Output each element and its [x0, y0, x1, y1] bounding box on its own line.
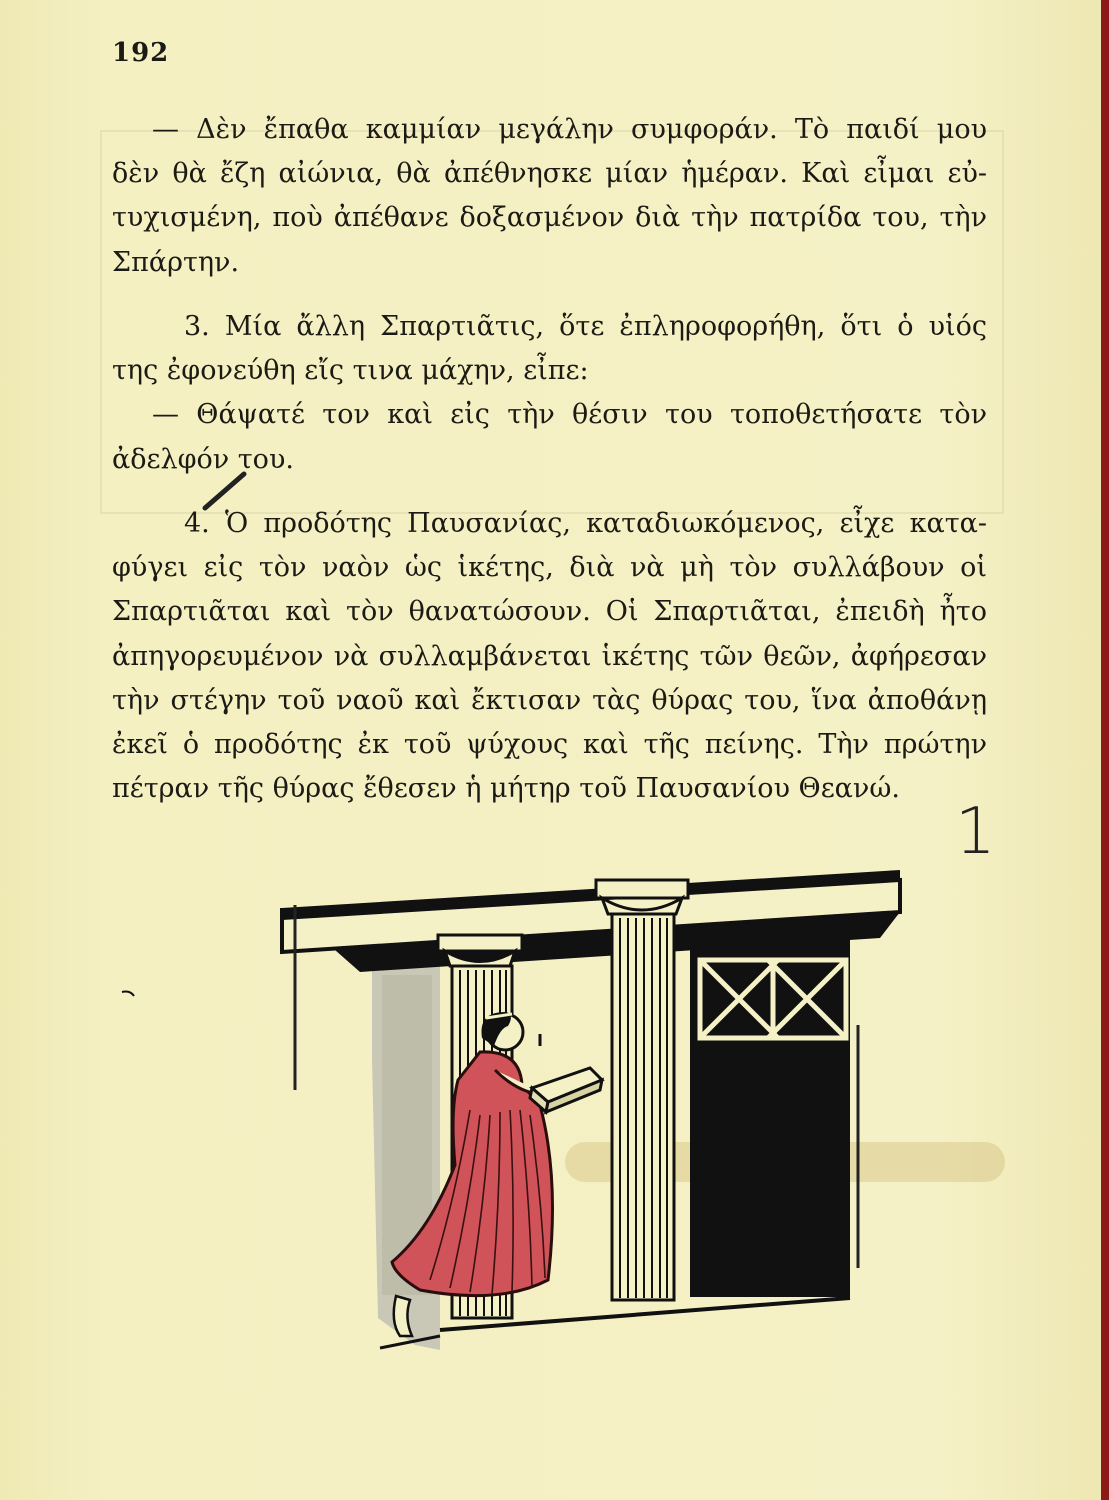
margin-note: 1 — [955, 795, 996, 869]
text-line: — Θάψατέ τον καὶ εἰς τὴν θέσιν του τοποθετήσατε τὸν — [152, 399, 987, 431]
text-line: — Δὲν ἔπαθα καμμίαν μεγάλην συμφοράν. Τὸ παιδί μου — [152, 114, 987, 145]
stone-block-icon — [530, 1068, 602, 1112]
text-line: ἀδελφόν του. — [112, 443, 294, 475]
text-line: της ἐφονεύθη εἴς τινα μάχην, εἶπε: — [112, 355, 589, 387]
text-line: δὲν θὰ ἔζη αἰώνια, θὰ ἀπέθνησκε μίαν ἡμέραν. Καὶ εἶμαι εὐ- — [112, 158, 987, 190]
lattice-window-icon — [700, 958, 850, 1040]
text-line: 4. Ὁ προδότης Παυσανίας, καταδιωκόμενος, εἶχε κατα- — [184, 508, 987, 539]
page-number: 192 — [112, 38, 170, 68]
text-line: Σπαρτιᾶται καὶ τὸν θανατώσουν. Οἱ Σπαρτιᾶται, ἐπειδὴ ἦτο — [112, 596, 987, 628]
text-line: ἀπηγορευμένον νὰ συλλαμβάνεται ἱκέτης τῶν θεῶν, ἀφήρεσαν — [112, 640, 987, 672]
text-line: 3. Μία ἄλλη Σπαρτιᾶτις, ὅτε ἐπληροφορήθη, ὅτι ὁ υἱός — [184, 311, 987, 342]
text-line: τυχισμένη, ποὺ ἀπέθανε δοξασμένον διὰ τὴν πατρίδα του, τὴν — [112, 202, 987, 234]
text-line: ἐκεῖ ὁ προδότης ἐκ τοῦ ψύχους καὶ τῆς πείνης. Τὴν πρώτην — [112, 729, 987, 761]
text-line: πέτραν τῆς θύρας ἔθεσεν ἡ μήτηρ τοῦ Παυσανίου Θεανώ. — [112, 773, 900, 805]
text-line: Σπάρτην. — [112, 246, 240, 278]
pen-stroke-icon — [205, 474, 244, 508]
text-line: φύγει εἰς τὸν ναὸν ὡς ἱκέτης, διὰ νὰ μὴ τὸν συλλάβουν οἱ — [112, 552, 987, 584]
text-line: τὴν στέγην τοῦ ναοῦ καὶ ἔκτισαν τὰς θύρας του, ἵνα ἀποθάνῃ — [112, 684, 987, 716]
